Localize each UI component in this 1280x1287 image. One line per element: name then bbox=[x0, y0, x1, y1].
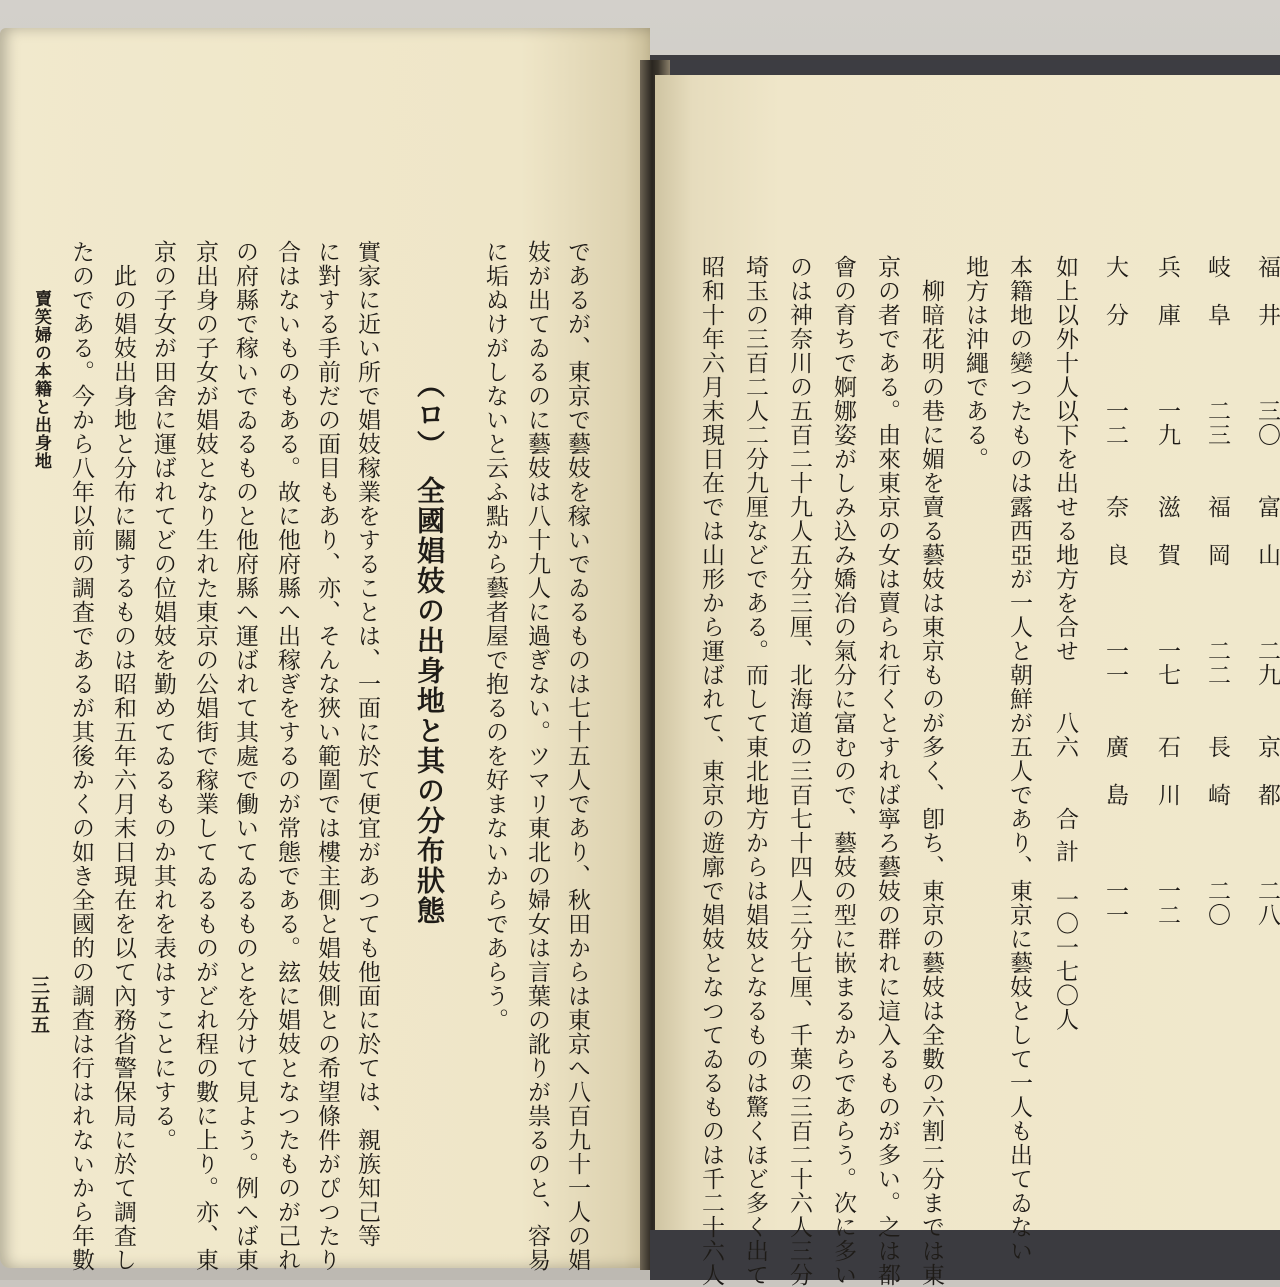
right-line-7: のは神奈川の五百二十九人五分三厘、北海道の三百七十四人三分七厘、千葉の三百二十六人三分 bbox=[786, 255, 812, 1287]
right-line-2: 本籍地の變つたものは露西亞が一人と朝鮮が五人であり、東京に藝妓として一人も出てゐない bbox=[1006, 255, 1032, 1263]
table-row-1: 福 井 三〇 富 山 二九 京 都 二八 bbox=[1254, 255, 1280, 927]
cover-top-edge bbox=[650, 55, 1280, 77]
right-line-6: 會の育ちで婀娜姿がしみ込み嬌冶の氣分に富むので、藝妓の型に嵌まるからであらう。次に多い bbox=[830, 255, 856, 1287]
running-head: 賣笑婦の本籍と出身地 bbox=[31, 290, 51, 470]
table-row-2: 岐 阜 二三 福 岡 二二 長 崎 二〇 bbox=[1204, 255, 1230, 927]
left-line-2: 妓が出てゐるのに藝妓は八十九人に過ぎない。ツマリ東北の婦女は言葉の訛りが祟るのと、容易 bbox=[524, 240, 550, 1272]
left-para-line-7: 此の娼妓出身地と分布に關するものは昭和五年六月末日現在を以て內務省警保局に於て調査し bbox=[110, 240, 136, 1272]
right-line-3: 地方は沖繩である。 bbox=[962, 255, 988, 471]
left-para-line-3: 合はないものもある。故に他府縣へ出稼ぎをするのが常態である。玆に娼妓となつたものが己れ bbox=[274, 240, 300, 1272]
right-line-1: 如上以外十人以下を出せる地方を合せ 八六 合 計 一〇一七〇人 bbox=[1052, 255, 1078, 1032]
left-para-line-1: 實家に近い所で娼妓稼業をすることは、一面に於て便宜があつても他面に於ては、親族知己等 bbox=[354, 240, 380, 1248]
page-number: 三五五 bbox=[28, 975, 50, 1035]
left-para-line-8: たのである。今から八年以前の調査であるが其後かくの如き全國的の調査は行はれないから年數 bbox=[68, 240, 94, 1272]
right-line-8: 埼玉の三百二人二分九厘などである。而して東北地方からは娼妓となるものは驚くほど多く出て bbox=[742, 255, 768, 1287]
right-line-5: 京の者である。由來東京の女は賣られ行くとすれば寧ろ藝妓の群れに這入るものが多い。之は都 bbox=[874, 255, 900, 1287]
table-row-4: 大 分 一二 奈 良 一一 廣 島 一一 bbox=[1102, 255, 1128, 927]
section-heading: （ロ） 全國娼妓の出身地と其の分布狀態 bbox=[413, 370, 446, 926]
right-line-9: 昭和十年六月末現日在では山形から運ばれて、東京の遊廓で娼妓となつてゐるものは千二十六人 bbox=[698, 255, 724, 1287]
left-line-3: に垢ぬけがしないと云ふ點から藝者屋で抱るのを好まないからであらう。 bbox=[482, 240, 508, 1032]
left-para-line-2: に對する手前だの面目もあり、亦、そんな狹い範圍では樓主側と娼妓側との希望條件がぴつたり bbox=[314, 240, 340, 1272]
left-para-line-4: の府縣で稼いでゐるものと他府縣へ運ばれて其處で働いてゐるものとを分けて見よう。例へば東 bbox=[232, 240, 258, 1272]
left-para-line-6: 京の子女が田舍に運ばれてどの位娼妓を勤めてゐるものか其れを表はすことにする。 bbox=[150, 240, 176, 1152]
left-line-1: であるが、東京で藝妓を稼いでゐるものは七十五人であり、秋田からは東京へ八百九十一人の娼 bbox=[564, 240, 590, 1272]
table-row-3: 兵 庫 一九 滋 賀 一七 石 川 一二 bbox=[1154, 255, 1180, 927]
right-line-4: 柳暗花明の巷に媚を賣る藝妓は東京ものが多く、卽ち、東京の藝妓は全數の六割二分までは東 bbox=[918, 255, 944, 1287]
left-para-line-5: 京出身の子女が娼妓となり生れた東京の公娼街で稼業してゐるものがどれ程の數に上り。亦、東 bbox=[192, 240, 218, 1272]
